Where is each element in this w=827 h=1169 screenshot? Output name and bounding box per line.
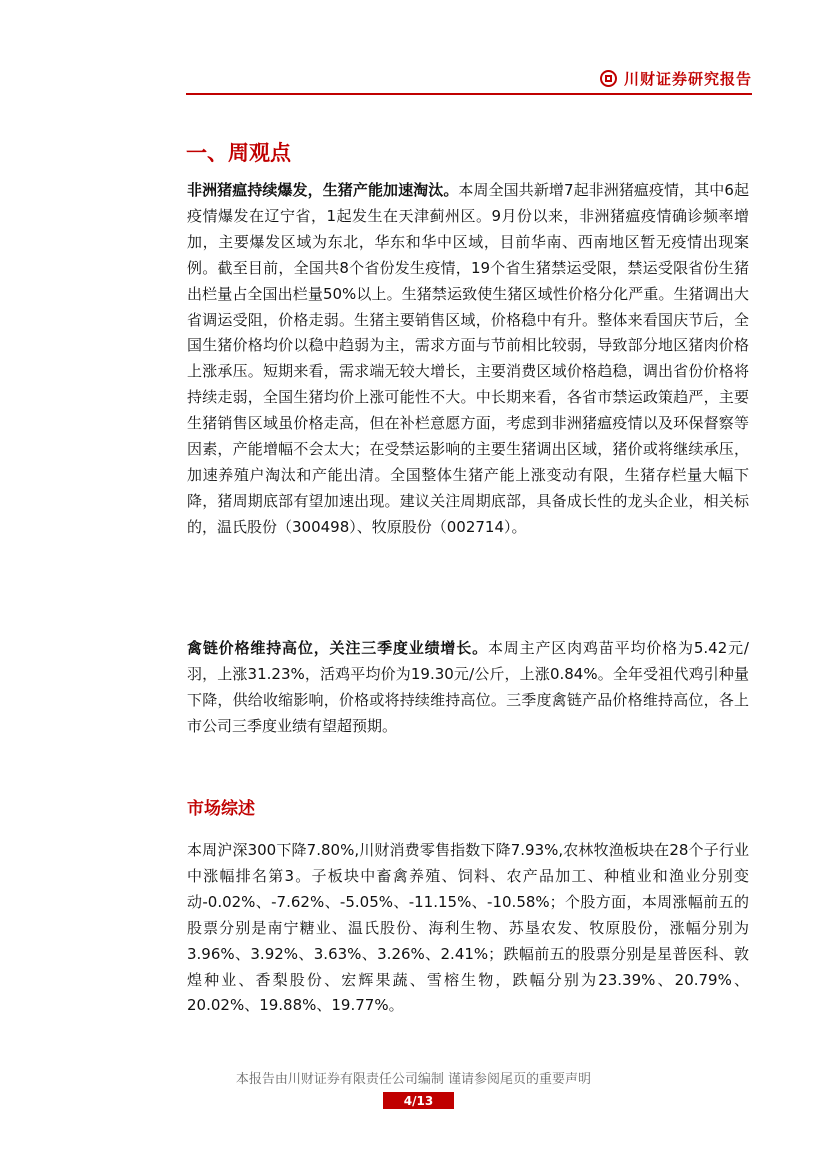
- page-number: 4/13: [383, 1092, 454, 1109]
- section-title: 一、周观点: [186, 141, 291, 165]
- market-summary: 本周沪深300下降7.80%,川财消费零售指数下降7.93%,农林牧渔板块在28个子行业中涨幅排名第3。子板块中畜禽养殖、饲料、农产品加工、种植业和渔业分别变动-0.02%、-7.62%、-5.05%、-11.15%、-10.58%；个股方面，本周涨幅前五的股票分别是南宁糖业、温氏股份、海利生物、苏垦农发、牧原股份，涨幅分别为3.96%、3.92%、3.63%、3.26%、2.41%；跌幅前五的股票分别是星普医科、敦煌种业、香梨股份、宏辉果蔬、雪榕生物，跌幅分别为23.39%、20.79%、20.02%、19.88%、19.77%。: [187, 841, 749, 1015]
- footer-disclaimer: 本报告由川财证券有限责任公司编制 谨请参阅尾页的重要声明: [235, 1072, 592, 1087]
- paragraph-swine: [187, 178, 749, 541]
- paragraph-body: 本周全国共新增7起非洲猪瘟疫情，其中6起疫情爆发在辽宁省，1起发生在天津蓟州区。9月份以来，非洲猪瘟疫情确诊频率增加，主要爆发区域为东北，华东和华中区域，目前华南、西南地区暂无疫情出现案例。截至目前，全国共8个省份发生疫情，19个省生猪禁运受限，禁运受限省份生猪出栏量占全国出栏量50%以上。生猪禁运致使生猪区域性价格分化严重。生猪调出大省调运受阻，价格走弱。生猪主要销售区域，价格稳中有升。整体来看国庆节后，全国生猪价格均价以稳中趋弱为主，需求方面与节前相比较弱，导致部分地区猪肉价格上涨承压。短期来看，需求端无较大增长，主要消费区域价格趋稳，调出省份价格将持续走弱，全国生猪均价上涨可能性不大。中长期来看，各省市禁运政策趋严，主要生猪销售区域虽价格走高，但在补栏意愿方面，考虑到非洲猪瘟疫情以及环保督察等因素，产能增幅不会太大；在受禁运影响的主要生猪调出区域，猪价或将继续承压，加速养殖户淘汰和产能出清。全国整体生猪产能上涨变动有限，生猪存栏量大幅下降，猪周期底部有望加速出现。建议关注周期底部，具备成长性的龙头企业，相关标的，温氏股份（300498）、牧原股份（002714）。: [187, 181, 749, 536]
- market-section-title: 市场综述: [187, 799, 255, 819]
- paragraph-lead: 禽链价格维持高位，关注三季度业绩增长。: [187, 639, 488, 657]
- paragraph-body: 本周主产区肉鸡苗平均价格为5.42元/羽，上涨31.23%，活鸡平均价为19.30元/公斤，上涨0.84%。全年受祖代鸡引种量下降，供给收缩影响，价格或将持续维持高位。三季度禽链产品价格维持高位，各上市公司三季度业绩有望超预期。: [187, 639, 749, 735]
- header-divider: [186, 93, 752, 95]
- paragraph-poultry: [187, 636, 749, 740]
- paragraph-lead: 非洲猪瘟持续爆发，生猪产能加速淘汰。: [187, 181, 459, 199]
- report-header: [186, 66, 752, 90]
- header-title: 川财证券研究报告: [623, 69, 752, 88]
- company-logo-icon: [600, 70, 617, 87]
